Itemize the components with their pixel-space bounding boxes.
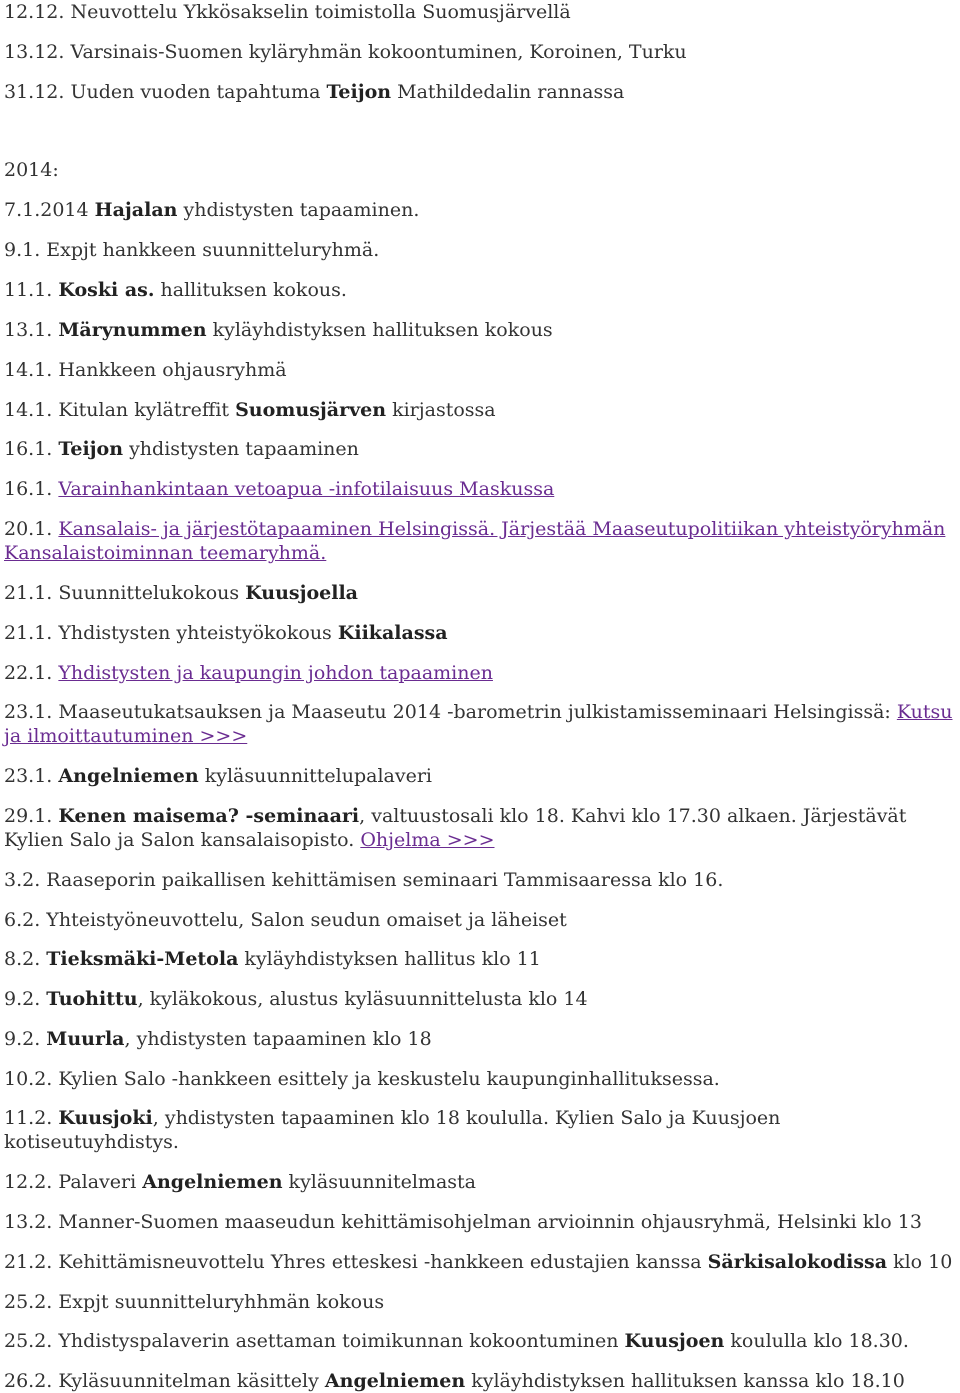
place-name: Suomusjärven bbox=[235, 399, 387, 421]
event-link[interactable]: Yhdistysten ja kaupungin johdon tapaaminen bbox=[58, 662, 493, 684]
place-name: Teijon bbox=[326, 81, 392, 103]
entry-text: 10.2. Kylien Salo -hankkeen esittely ja keskustelu kaupunginhallituksessa. bbox=[4, 1068, 720, 1090]
event-entry bbox=[4, 764, 956, 788]
entry-text: 11.2. bbox=[4, 1107, 59, 1129]
event-entry bbox=[4, 198, 956, 222]
entry-text: 6.2. Yhteistyöneuvottelu, Salon seudun omaiset ja läheiset bbox=[4, 909, 567, 931]
event-entry bbox=[4, 1290, 956, 1314]
entry-text: 2014: bbox=[4, 159, 59, 181]
entry-text: 9.2. bbox=[4, 1028, 47, 1050]
entry-text: 9.1. Expjt hankkeen suunnitteluryhmä. bbox=[4, 239, 380, 261]
event-link[interactable]: Kutsu ja ilmoittautuminen >>> bbox=[4, 701, 953, 747]
event-entry bbox=[4, 1067, 956, 1091]
entry-text: 7.1.2014 bbox=[4, 199, 95, 221]
entry-text: 20.1. bbox=[4, 518, 59, 540]
place-name: Muurla bbox=[46, 1028, 125, 1050]
event-entry bbox=[4, 80, 956, 104]
entry-text: 8.2. bbox=[4, 948, 47, 970]
entry-text: 13.12. Varsinais-Suomen kyläryhmän kokoontuminen, Koroinen, Turku bbox=[4, 41, 687, 63]
place-name: Särkisalokodissa bbox=[707, 1251, 888, 1273]
place-name: Kuusjoki bbox=[58, 1107, 153, 1129]
event-entry bbox=[4, 1027, 956, 1051]
entry-text: Mathildedalin rannassa bbox=[391, 81, 625, 103]
place-name: Koski as. bbox=[58, 279, 155, 301]
entry-text: klo 10 bbox=[887, 1251, 953, 1273]
place-name: Märynummen bbox=[58, 319, 207, 341]
entry-text: 11.1. bbox=[4, 279, 59, 301]
event-link[interactable]: Ohjelma >>> bbox=[360, 829, 495, 851]
entry-text: 12.12. Neuvottelu Ykkösakselin toimistolla Suomusjärvellä bbox=[4, 1, 571, 23]
event-entry bbox=[4, 1170, 956, 1194]
entry-text: , valtuustosali klo 18. Kahvi klo 17.30 alkaen. Järjestävät Kylien Salo ja Salon kansalaisopisto. bbox=[4, 805, 907, 851]
place-name: Kenen maisema? -seminaari bbox=[58, 805, 360, 827]
entry-text: 21.1. Yhdistysten yhteistyökokous bbox=[4, 622, 338, 644]
entry-text: , kyläkokous, alustus kyläsuunnittelusta klo 14 bbox=[137, 988, 588, 1010]
event-entry bbox=[4, 700, 956, 748]
event-entry bbox=[4, 621, 956, 645]
place-name: Angelniemen bbox=[142, 1171, 283, 1193]
event-entry bbox=[4, 278, 956, 302]
entry-text: 22.1. bbox=[4, 662, 59, 684]
entry-text: 25.2. Expjt suunnitteluryhhmän kokous bbox=[4, 1291, 385, 1313]
event-entry bbox=[4, 437, 956, 461]
event-entry bbox=[4, 238, 956, 262]
event-link[interactable]: Varainhankintaan vetoapua -infotilaisuus Maskussa bbox=[58, 478, 555, 500]
event-entry bbox=[4, 0, 956, 24]
entry-text: 14.1. Kitulan kylätreffit bbox=[4, 399, 236, 421]
event-entry bbox=[4, 987, 956, 1011]
entry-text: 26.2. Kyläsuunnitelman käsittely bbox=[4, 1370, 325, 1392]
event-entry bbox=[4, 358, 956, 382]
place-name: Hajalan bbox=[94, 199, 178, 221]
entry-text: , yhdistysten tapaaminen klo 18 bbox=[124, 1028, 432, 1050]
entry-text: 12.2. Palaveri bbox=[4, 1171, 143, 1193]
entry-text: kyläyhdistyksen hallitus klo 11 bbox=[238, 948, 541, 970]
entry-text: 9.2. bbox=[4, 988, 47, 1010]
place-name: Angelniemen bbox=[324, 1370, 466, 1392]
place-name: Tieksmäki-Metola bbox=[46, 948, 239, 970]
entry-text: kyläyhdistyksen hallituksen kanssa klo 18.10 bbox=[465, 1370, 905, 1392]
entry-text: 31.12. Uuden vuoden tapahtuma bbox=[4, 81, 327, 103]
event-entry bbox=[4, 477, 956, 501]
entry-text: yhdistysten tapaaminen bbox=[123, 438, 359, 460]
event-entry bbox=[4, 581, 956, 605]
entry-text: kyläsuunnitelmasta bbox=[282, 1171, 476, 1193]
event-entry bbox=[4, 947, 956, 971]
event-entry bbox=[4, 1329, 956, 1353]
event-entry bbox=[4, 1106, 956, 1154]
event-entry bbox=[4, 868, 956, 892]
entry-text: 16.1. bbox=[4, 478, 59, 500]
entry-text: 13.1. bbox=[4, 319, 59, 341]
entry-text: kirjastossa bbox=[386, 399, 496, 421]
entry-text: yhdistysten tapaaminen. bbox=[177, 199, 420, 221]
place-name: Kiikalassa bbox=[337, 622, 448, 644]
place-name: Tuohittu bbox=[46, 988, 138, 1010]
entry-text: kyläyhdistyksen hallituksen kokous bbox=[206, 319, 553, 341]
event-entry bbox=[4, 908, 956, 932]
entry-text: hallituksen kokous. bbox=[154, 279, 347, 301]
entry-text: 14.1. Hankkeen ohjausryhmä bbox=[4, 359, 287, 381]
event-entry bbox=[4, 1369, 956, 1393]
event-entry bbox=[4, 661, 956, 685]
entry-text: 23.1. bbox=[4, 765, 59, 787]
event-entry bbox=[4, 398, 956, 422]
entry-text: kyläsuunnittelupalaveri bbox=[198, 765, 432, 787]
event-link[interactable]: Kansalais- ja järjestötapaaminen Helsingissä. Järjestää Maaseutupolitiikan yhteistyöryhmän Kansalaistoiminnan teemaryhmä. bbox=[4, 518, 946, 564]
event-entry bbox=[4, 1250, 956, 1274]
entry-text: 21.2. Kehittämisneuvottelu Yhres etteskesi -hankkeen edustajien kanssa bbox=[4, 1251, 708, 1273]
event-entry bbox=[4, 1210, 956, 1234]
entry-text: 29.1. bbox=[4, 805, 59, 827]
event-entry bbox=[4, 517, 956, 565]
place-name: Kuusjoen bbox=[624, 1330, 725, 1352]
event-entry bbox=[4, 318, 956, 342]
place-name: Teijon bbox=[58, 438, 124, 460]
entry-text: 13.2. Manner-Suomen maaseudun kehittämisohjelman arvioinnin ohjausryhmä, Helsinki klo 13 bbox=[4, 1211, 922, 1233]
event-entry bbox=[4, 804, 956, 852]
place-name: Kuusjoella bbox=[245, 582, 358, 604]
year-heading bbox=[4, 158, 956, 182]
event-entry bbox=[4, 40, 956, 64]
entry-text: 21.1. Suunnittelukokous bbox=[4, 582, 246, 604]
entry-text: koululla klo 18.30. bbox=[724, 1330, 909, 1352]
entry-text: , yhdistysten tapaaminen klo 18 koululla. Kylien Salo ja Kuusjoen kotiseutuyhdistys. bbox=[4, 1107, 781, 1153]
entry-text: 23.1. Maaseutukatsauksen ja Maaseutu 2014 -barometrin julkistamisseminaari Helsingissä: bbox=[4, 701, 897, 723]
entry-text: 25.2. Yhdistyspalaverin asettaman toimikunnan kokoontuminen bbox=[4, 1330, 625, 1352]
entry-text: 16.1. bbox=[4, 438, 59, 460]
place-name: Angelniemen bbox=[58, 765, 199, 787]
entry-text: 3.2. Raaseporin paikallisen kehittämisen seminaari Tammisaaressa klo 16. bbox=[4, 869, 724, 891]
